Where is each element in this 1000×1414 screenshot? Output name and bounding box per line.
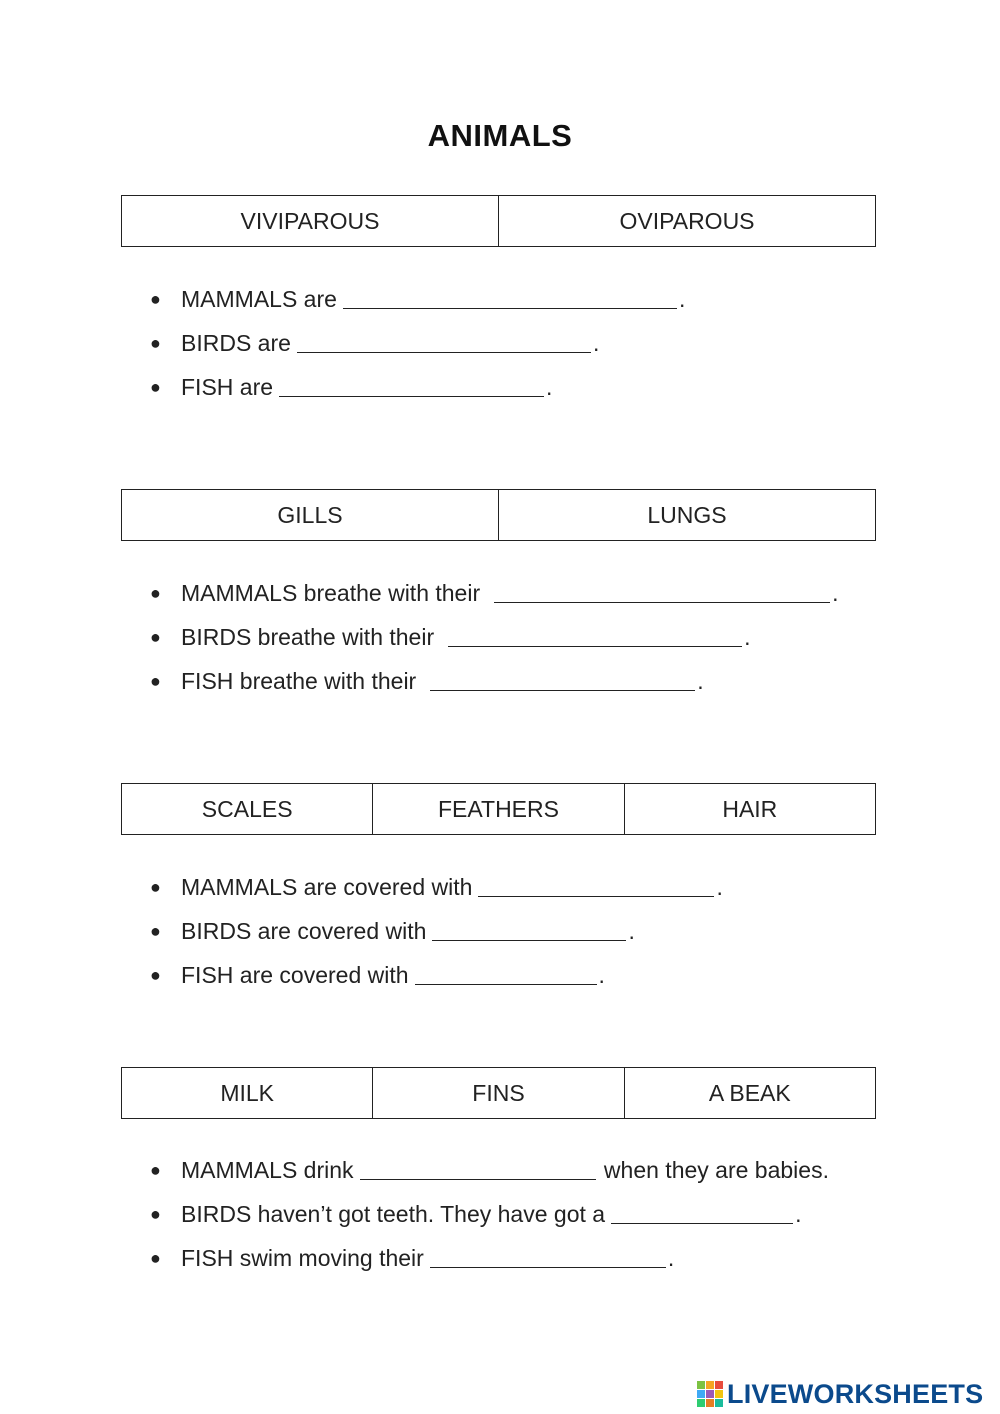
answer-blank[interactable]	[415, 960, 597, 985]
answer-blank[interactable]	[343, 284, 677, 309]
answer-blank[interactable]	[297, 328, 591, 353]
answer-blank[interactable]	[430, 666, 695, 691]
bullet-icon: ●	[150, 377, 161, 397]
question-item	[150, 1199, 829, 1243]
question-list-4	[150, 1155, 829, 1287]
question-item	[150, 666, 839, 710]
word-bank-item: SCALES	[201, 795, 293, 822]
word-bank-item: FEATHERS	[372, 784, 623, 834]
question-text: BIRDS are	[181, 330, 291, 356]
question-suffix: .	[592, 330, 600, 356]
bullet-icon: ●	[150, 1204, 161, 1224]
question-suffix: .	[832, 580, 839, 606]
question-suffix: .	[546, 374, 553, 400]
question-list-1	[150, 284, 685, 416]
word-bank-item: HAIR	[624, 784, 875, 834]
answer-blank[interactable]	[448, 622, 742, 647]
logo-tile	[706, 1399, 714, 1407]
answer-blank[interactable]	[430, 1243, 666, 1268]
word-bank-3	[121, 783, 876, 835]
bullet-icon: ●	[150, 583, 161, 603]
question-list-2	[150, 578, 839, 710]
logo-tile	[706, 1390, 714, 1398]
question-text: MAMMALS drink	[181, 1157, 354, 1183]
brand-name: LIVEWORKSHEETS	[727, 1378, 984, 1409]
question-text: MAMMALS breathe with their	[181, 580, 481, 606]
logo-tile	[697, 1390, 705, 1398]
logo-tile	[715, 1390, 723, 1398]
question-text: FISH breathe with their	[181, 668, 417, 694]
word-bank-item: MILK	[220, 1079, 274, 1106]
question-item	[150, 872, 723, 916]
question-text: MAMMALS are	[181, 286, 337, 312]
bullet-icon: ●	[150, 333, 161, 353]
bullet-icon: ●	[150, 1248, 161, 1268]
word-bank-2	[121, 489, 876, 541]
question-item	[150, 916, 723, 960]
answer-blank[interactable]	[478, 872, 714, 897]
word-bank-item: A BEAK	[624, 1068, 875, 1118]
logo-tile	[715, 1381, 723, 1389]
answer-blank[interactable]	[611, 1199, 793, 1224]
answer-blank[interactable]	[279, 372, 544, 397]
question-suffix: .	[716, 874, 723, 900]
liveworksheets-watermark	[697, 1374, 983, 1414]
question-suffix: .	[697, 668, 704, 694]
question-text: MAMMALS are covered with	[181, 874, 473, 900]
bullet-icon: ●	[150, 289, 161, 309]
question-text: BIRDS are covered with	[181, 918, 427, 944]
word-bank-item: OVIPAROUS	[498, 196, 875, 246]
question-suffix: .	[795, 1201, 802, 1227]
word-bank-item: GILLS	[277, 501, 343, 528]
bullet-icon: ●	[150, 1160, 161, 1180]
word-bank-item: FINS	[372, 1068, 623, 1118]
answer-blank[interactable]	[360, 1155, 596, 1180]
word-bank-4	[121, 1067, 876, 1119]
question-item	[150, 328, 685, 372]
bullet-icon: ●	[150, 965, 161, 985]
question-item	[150, 578, 839, 622]
question-suffix: when they are babies.	[597, 1157, 829, 1183]
answer-blank[interactable]	[432, 916, 626, 941]
answer-blank[interactable]	[494, 578, 830, 603]
question-item	[150, 284, 685, 328]
question-text: FISH are covered with	[181, 962, 409, 988]
logo-tile	[697, 1381, 705, 1389]
question-item	[150, 1243, 829, 1287]
question-suffix: .	[678, 286, 686, 312]
question-item	[150, 1155, 829, 1199]
question-suffix: .	[628, 918, 635, 944]
bullet-icon: ●	[150, 671, 161, 691]
word-bank-1	[121, 195, 876, 247]
question-suffix: .	[598, 962, 605, 988]
question-text: FISH swim moving their	[181, 1245, 424, 1271]
question-item	[150, 372, 685, 416]
liveworksheets-logo-icon	[697, 1381, 723, 1407]
question-suffix: .	[744, 624, 751, 650]
bullet-icon: ●	[150, 921, 161, 941]
question-item	[150, 622, 839, 666]
page-title: ANIMALS	[427, 118, 573, 153]
question-text: BIRDS breathe with their	[181, 624, 435, 650]
question-text: FISH are	[181, 374, 274, 400]
logo-tile	[706, 1381, 714, 1389]
question-item	[150, 960, 723, 1004]
word-bank-item: VIVIPAROUS	[240, 207, 380, 234]
logo-tile	[715, 1399, 723, 1407]
logo-tile	[697, 1399, 705, 1407]
bullet-icon: ●	[150, 877, 161, 897]
word-bank-item: LUNGS	[498, 490, 875, 540]
question-list-3	[150, 872, 723, 1004]
question-suffix: .	[667, 1245, 675, 1271]
bullet-icon: ●	[150, 627, 161, 647]
question-text: BIRDS haven’t got teeth. They have got a	[181, 1201, 606, 1227]
